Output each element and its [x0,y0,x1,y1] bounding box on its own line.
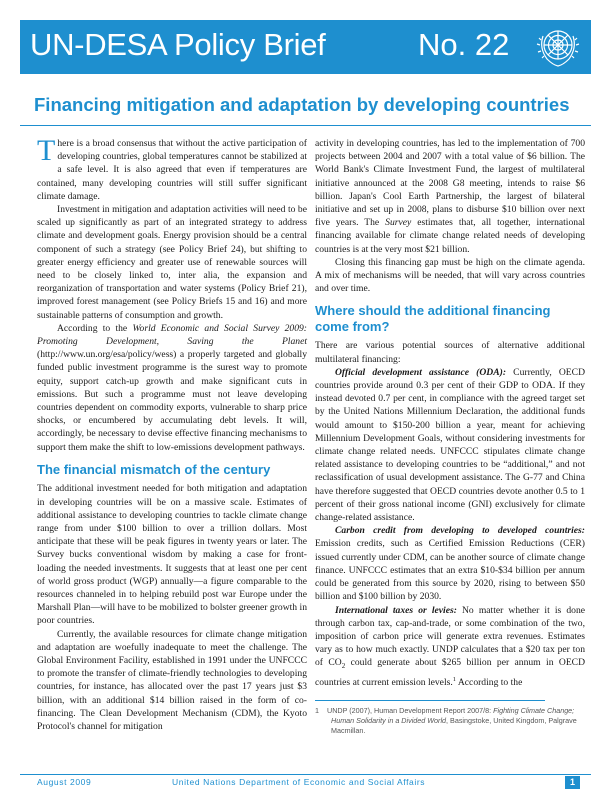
title-divider [20,125,591,126]
footer-divider [20,774,591,775]
paragraph: There are various potential sources of alternative additional multilateral financing: [315,340,585,365]
carbon-credit-label: Carbon credit from developing to developed countries: [335,525,585,537]
issue-number: No. 22 [418,27,510,62]
left-column [37,134,308,733]
section-heading: Where should the additional financing come from? [315,303,551,334]
paragraph: Currently, the available resources for climate change mitigation and adaptation are woefully inadequate to meet the challenge. The Global Environment Facility, established in 1991 under the UNFCCC to promote the transfer of climate-friendly technologies to developing countries, for instance, has allocated over the past 17 years just $3 billion, with an additional $14 billion raised in the form of co-financing. The Clean Development Mechanism (CDM), the Kyoto Protocol's channel for mitigation [37,628,307,733]
paragraph: The additional investment needed for both mitigation and adaptation in developing countries will be on a massive scale. Estimates of additional assistance to developing countries to tackle climate change range from under $100 billion to over a trillion dollars. Most anticipate that these will be peak figures in twenty years or later. The Survey bucks conventional wisdom by making a case for front-loading the needed investments. It suggests that at least one per cent of world gross product (WGP) annually—a figure comparable to the resources channeled in to helping rebuild post war Europe under the Marshall Plan—will have to be mobilized to bolster greener growth in poor countries. [37,483,307,627]
page-title: Financing mitigation and adaptation by developing countries [34,94,570,115]
oda-paragraph: Official development assistance (ODA): Currently, OECD countries provide around 0.3 per cent of their GDP to ODA. If they instead devoted 0.7 per cent, in compliance with the agreed target set by the United Nations Millennium Declaration, the additional funds would amount to $150-200 billion a year, meant for achieving Millennium Development Goals, without considering investments for climate change related needs. UNFCCC stipulates climate change related assistance to developing countries to be “additional,” and not reclassification of usual development assistance. The G-77 and China have therefore suggested that OECD countries devote another 0.5 to 1 percent of their gross national income (GNI) exclusively for climate change-related assistance. [315,366,585,524]
footnote-ref[interactable]: 1 [452,676,456,684]
taxes-paragraph: International taxes or levies: No matter whether it is done through carbon tax, cap-and-trade, or some combination of the two, imposition of carbon price will generate extra revenues. Estimates vary as to how much exactly. UNDP calculates that a $20 tax per ton of $CO_2$ could generate about $265 billion per annum in OECD countries at current emission levels.$^1$ According to the [315,604,586,689]
paragraph: Closing this financing gap must be high on the climate agenda. A mix of mechanisms will be needed, that will vary across countries and over time. [315,256,585,295]
footnote: 1 UNDP (2007), Human Development Report 2007/8: Fighting Climate Change; Human Solidarity in a Divided World, Basingstoke, United Kingdom, Palgrave Macmillan. [315,705,577,735]
taxes-label: International taxes or levies: [335,604,457,616]
intro-paragraph: There is a broad consensus that without the active participation of developing countries, global temperatures cannot be stabilized at a safe level. It is also agreed that even if temperatures are contained, many developing countries will still suffer significant climate damage. [37,134,307,202]
oda-label: Official development assistance (ODA): [335,366,507,378]
header-banner [20,20,591,74]
footer-date: August 2009 [37,777,92,787]
series-name: UN-DESA Policy Brief [30,27,326,62]
paragraph: Investment in mitigation and adaptation activities will need to be scaled up significantly as part of an integrated strategy to address climate and development goals. Energy provision should be a central component of such a strategy (see Policy Brief 24), but shifting to greater energy efficiency and greater use of renewable sources will need to be closely linked to, inter alia, the expansion and reorganization of transportation and water systems (Policy Brief 21), improved forest management (see Policy Briefs 15 and 16) and more sustainable patterns of consumption and growth. [37,204,307,321]
footnote-divider [315,700,545,701]
carbon-credit-paragraph: Carbon credit from developing to developed countries: Emission credits, such as Certified Emission Reductions (CER) issued currently under CDM, can be another source of climate change finance. UNFCCC estimates that an extra $10-$34 billion per annum could be generated from this source by 2020, rising to between $50 billion and $100 billion by 2030. [315,525,585,603]
survey-title: World Economic and Social Survey 2009: Promoting Development, Saving the Planet [37,322,308,348]
footer-department: United Nations Department of Economic and Social Affairs [172,777,426,787]
section-heading: The financial mismatch of the century [37,461,271,477]
paragraph: According to the World Economic and Social Survey 2009: Promoting Development, Saving the Planet (http://www.un.org/esa/policy/wess) a properly targeted and globally funded public investment programme is the surest way to promote equity, support catch-up growth and make significant cuts in emissions. But such a programme must not leave developing countries dependent on commodity exports, vulnerable to sharp price shocks, or encumbered by accumulating debt levels. It will, accordingly, be necessary to devise effective financing mechanisms to support them make the shift to low-emissions development pathways. [37,322,308,453]
page-number: 1 [565,776,580,789]
drop-cap: T [37,134,56,167]
un-emblem-icon [535,24,581,70]
paragraph: activity in developing countries, has led to the implementation of 700 projects between 2004 and 2007 with a total value of $6 billion. The World Bank's Climate Investment Fund, the largest of multilateral initiative announced at the 2008 G8 meeting, intends to raise $6 billion. Japan's Cool Earth Partnership, the largest of bilateral initiative and set up in 2008, plans to disburse $10 billion over next five years. The Survey estimates that, all together, international financing available for climate change related needs of developing countries is at the very most $21 billion. [315,138,585,255]
right-column [315,137,585,736]
